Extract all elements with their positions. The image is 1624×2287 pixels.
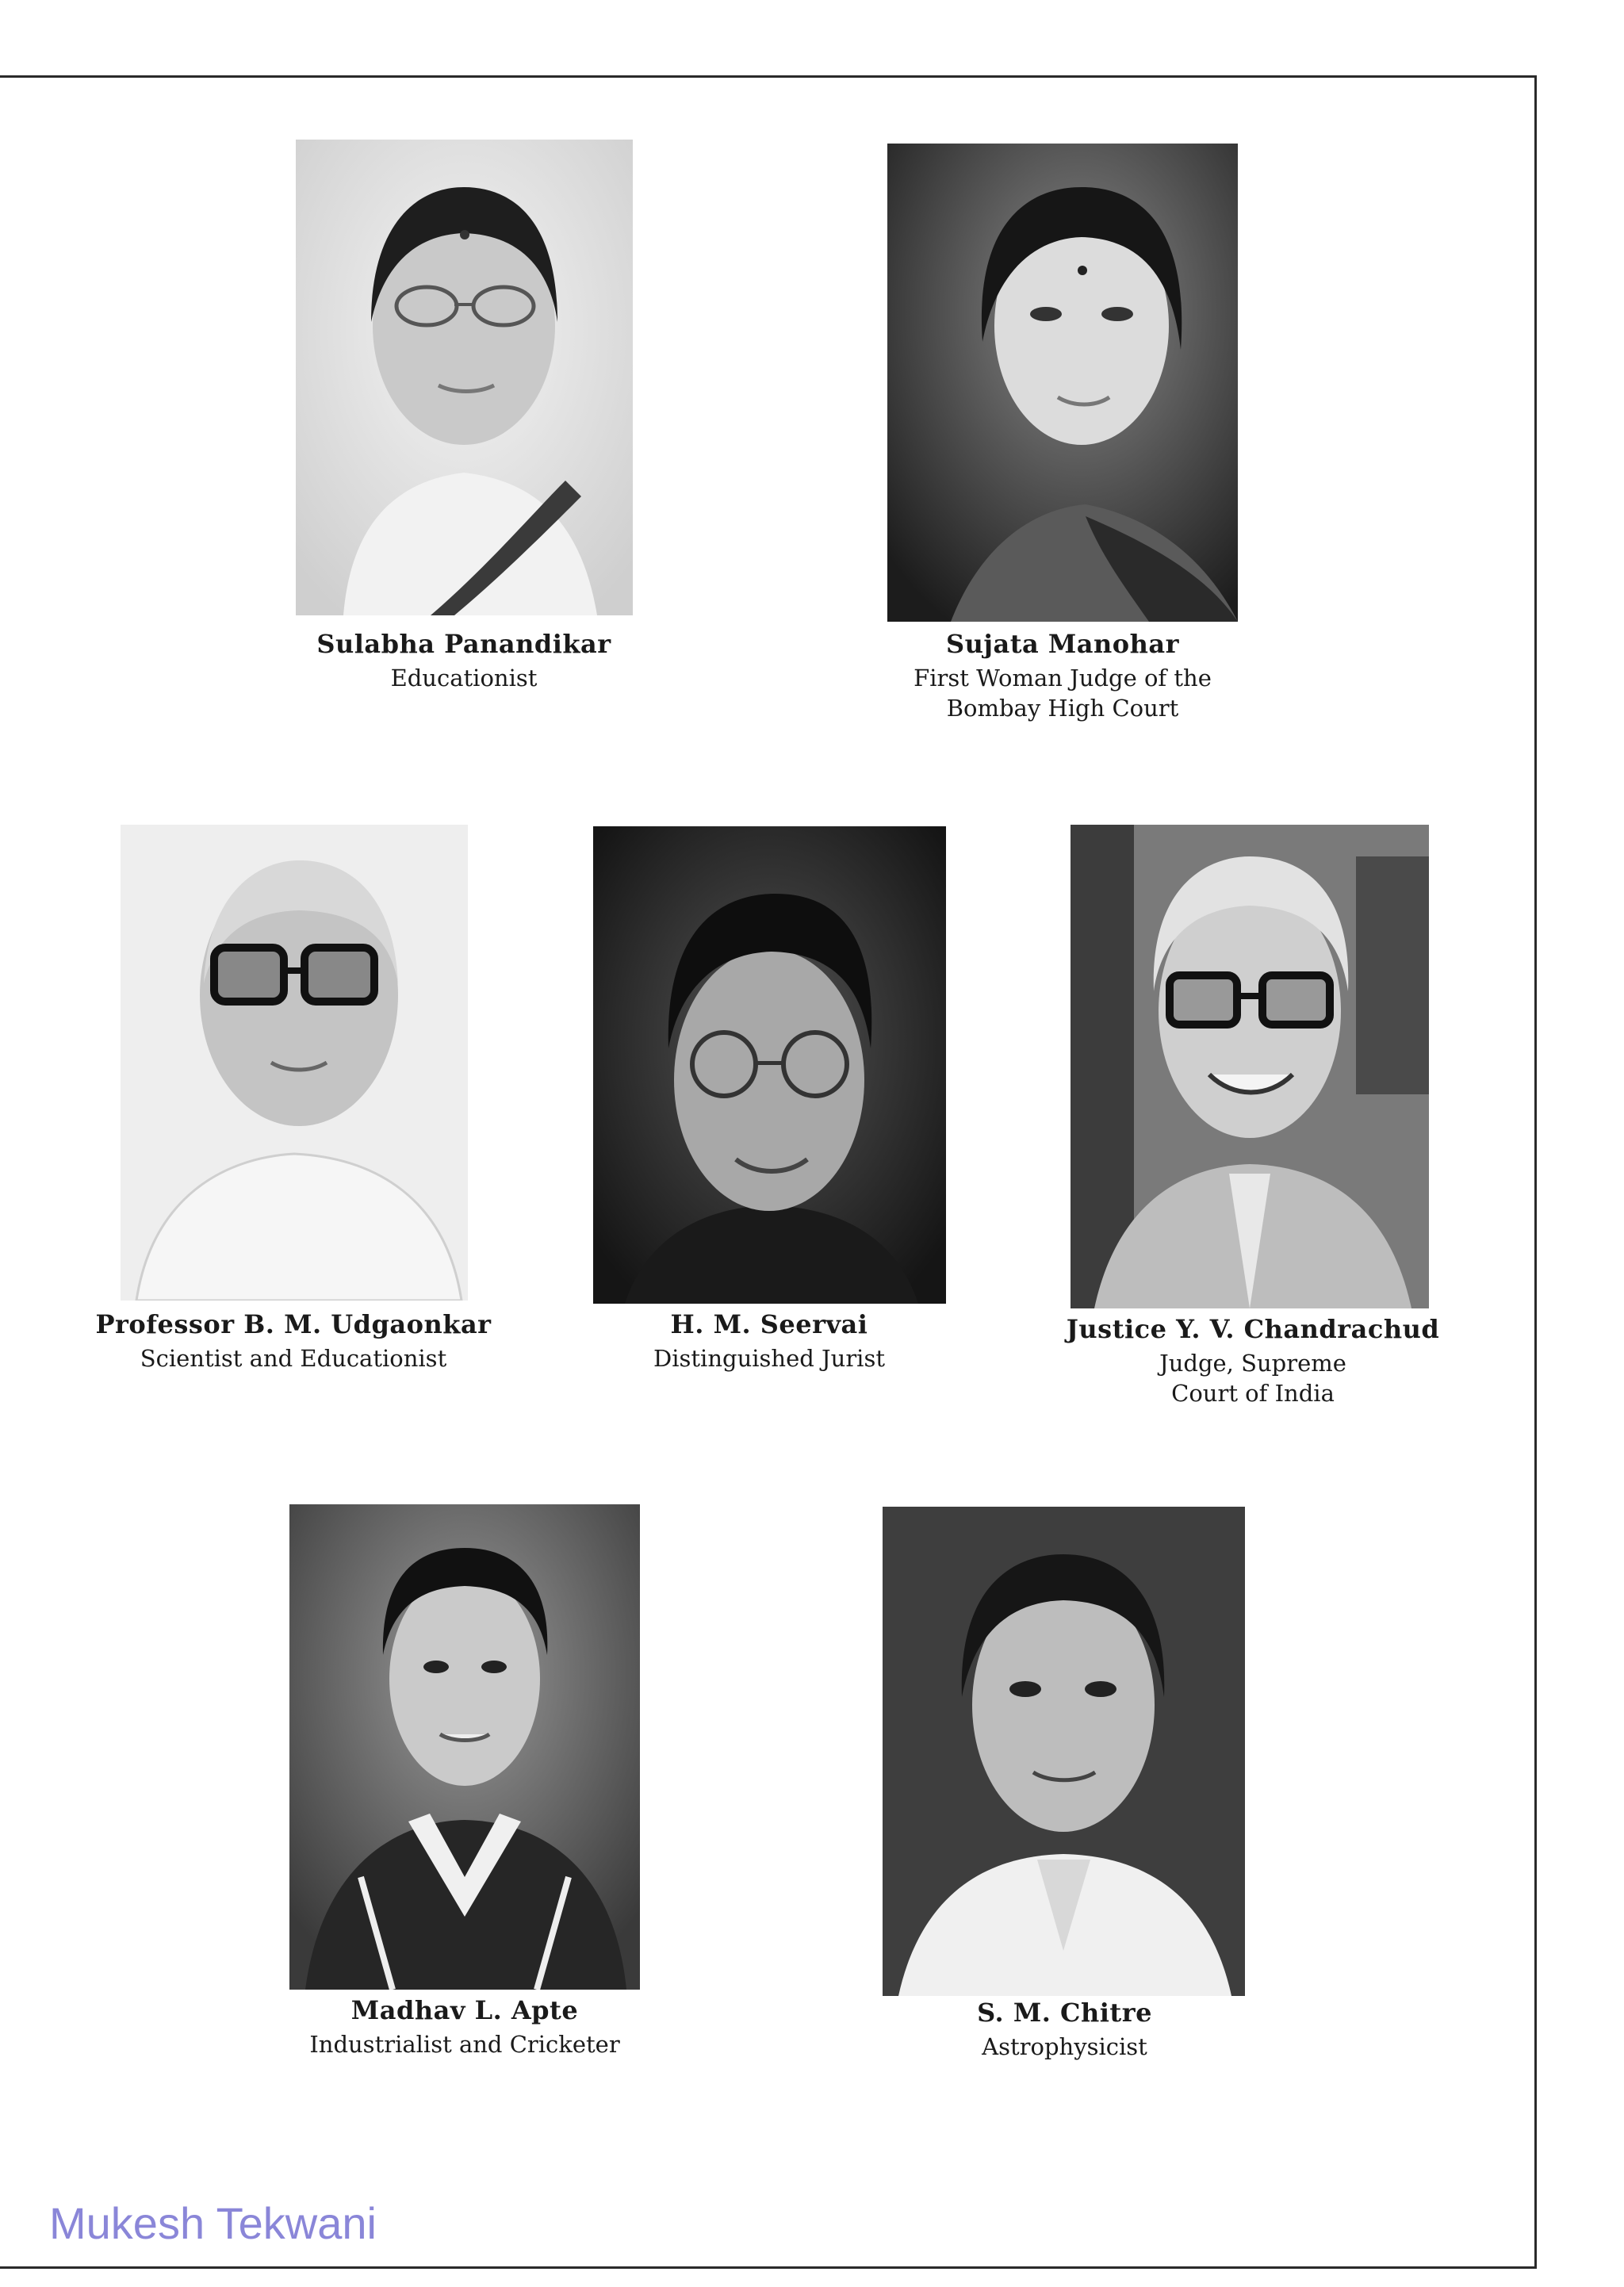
person-title: Distinguished Jurist — [653, 1345, 885, 1372]
person-name: H. M. Seervai — [670, 1309, 868, 1339]
portrait-photo-yv-chandrachud — [1071, 825, 1429, 1308]
person-name: Justice Y. V. Chandrachud — [1066, 1314, 1440, 1344]
person-name: Professor B. M. Udgaonkar — [95, 1309, 492, 1339]
caption-madhav-apte — [274, 1994, 655, 2059]
caption-hm-seervai — [587, 1308, 952, 1373]
person-title: Scientist and Educationist — [140, 1345, 447, 1372]
caption-sujata-manohar — [888, 628, 1237, 723]
right-border-rule — [1534, 75, 1537, 2269]
portrait-photo-hm-seervai — [593, 826, 946, 1304]
portrait-photo-sulabha-panandikar — [296, 140, 633, 615]
person-name: Sujata Manohar — [946, 629, 1179, 659]
caption-yv-chandrachud — [1055, 1313, 1451, 1408]
bottom-border-rule — [0, 2266, 1537, 2269]
portrait-photo-sujata-manohar — [887, 144, 1238, 622]
person-name: S. M. Chitre — [977, 1998, 1152, 2028]
person-name: Madhav L. Apte — [350, 1995, 579, 2025]
person-title: Astrophysicist — [982, 2033, 1147, 2060]
top-border-rule — [0, 75, 1537, 78]
person-title: First Woman Judge of the Bombay High Court — [914, 665, 1212, 722]
person-title: Judge, Supreme Court of India — [1159, 1350, 1346, 1407]
watermark-text: Mukesh Tekwani — [49, 2198, 377, 2248]
caption-bm-udgaonkar — [87, 1308, 500, 1373]
portrait-photo-bm-udgaonkar — [121, 825, 468, 1301]
person-title: Industrialist and Cricketer — [309, 2031, 620, 2058]
person-name: Sulabha Panandikar — [316, 629, 611, 659]
portrait-photo-sm-chitre — [883, 1507, 1245, 1996]
portrait-photo-madhav-apte — [289, 1504, 640, 1990]
caption-sm-chitre — [884, 1997, 1245, 2062]
person-title: Educationist — [390, 665, 538, 691]
caption-sulabha-panandikar — [262, 628, 666, 693]
